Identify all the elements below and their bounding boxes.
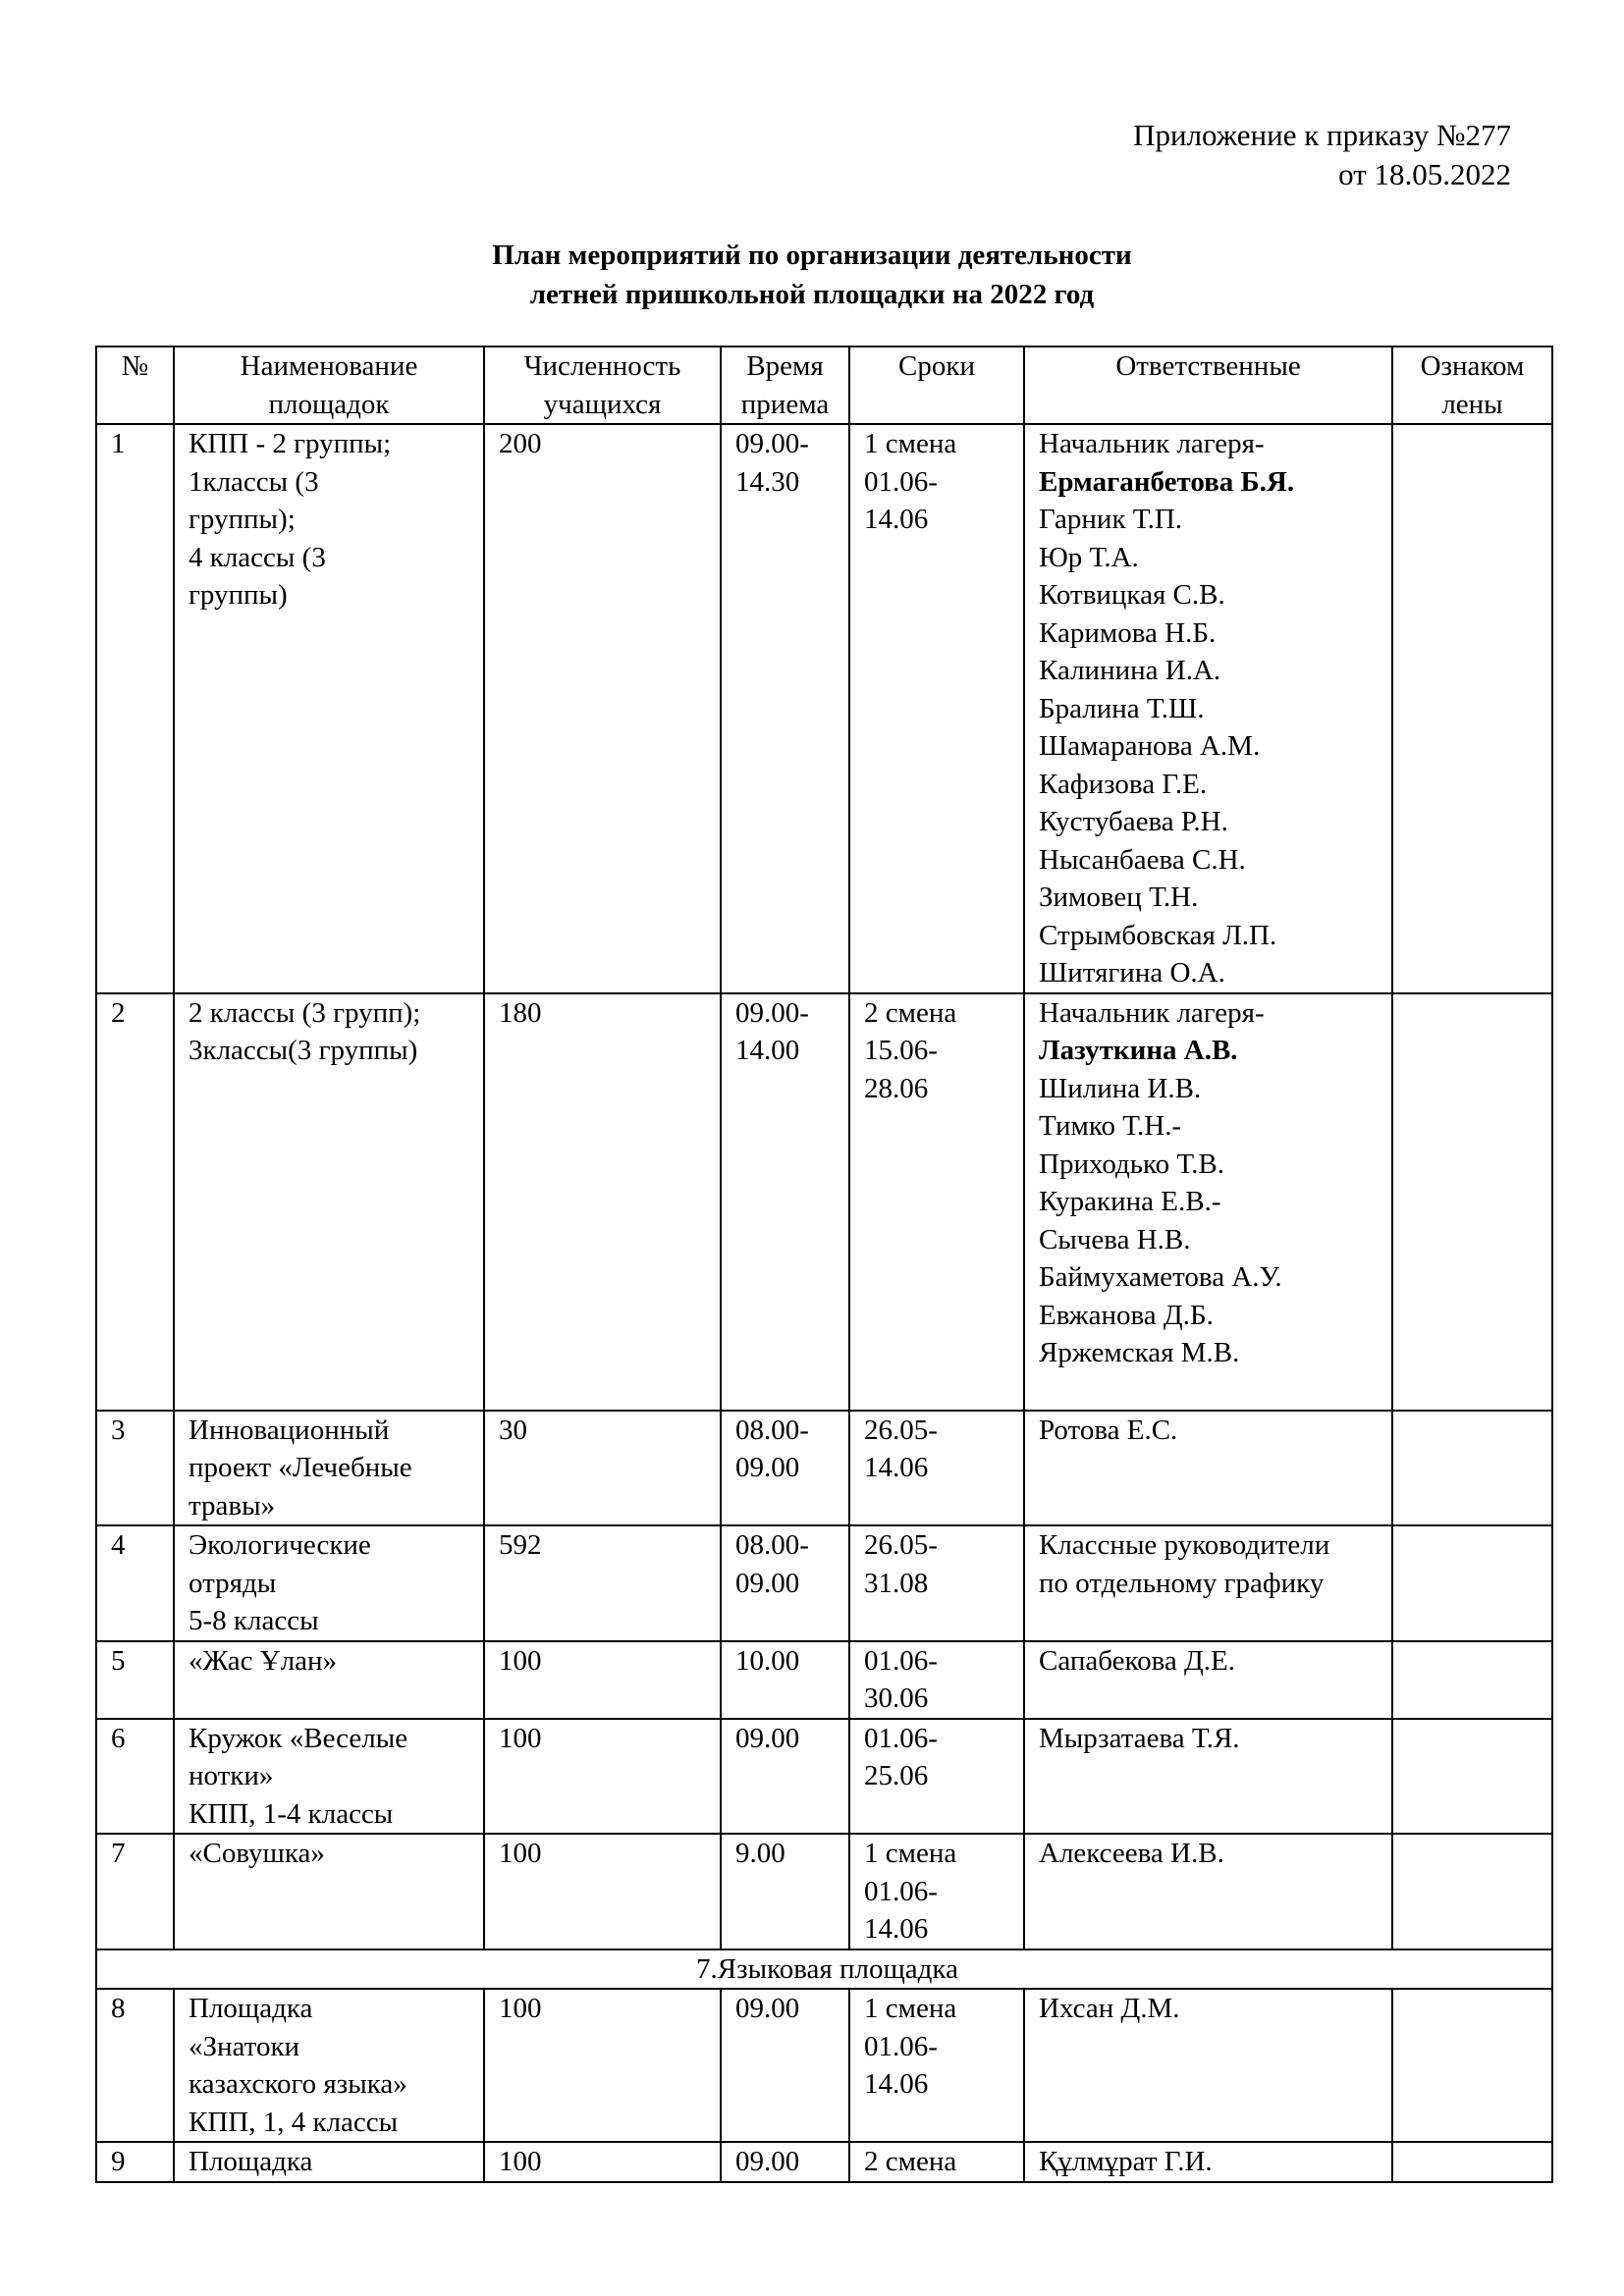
cell-time: 09.00 (721, 2142, 849, 2182)
cell-time: 09.00- 14.30 (721, 424, 849, 993)
header-acknowledged: Ознаком лены (1392, 347, 1552, 424)
cell-time: 08.00- 09.00 (721, 1411, 849, 1526)
cell-number: 7 (96, 1834, 174, 1949)
cell-acknowledged (1392, 1411, 1552, 1526)
cell-name: КПП - 2 группы; 1классы (3 группы); 4 классы (3 группы) (174, 424, 484, 993)
header-number: № (96, 347, 174, 424)
document-annex-note (1133, 116, 1511, 194)
cell-dates: 01.06- 30.06 (849, 1641, 1024, 1719)
cell-responsible: Классные руководители по отдельному графику (1024, 1525, 1392, 1641)
cell-name: Инновационный проект «Лечебные травы» (174, 1411, 484, 1526)
cell-number: 6 (96, 1719, 174, 1835)
cell-count: 592 (484, 1525, 721, 1641)
cell-responsible: Сапабекова Д.Е. (1024, 1641, 1392, 1719)
cell-time: 09.00- 14.00 (721, 993, 849, 1411)
cell-number: 3 (96, 1411, 174, 1526)
table-header-row (96, 347, 1552, 424)
cell-dates: 01.06- 25.06 (849, 1719, 1024, 1835)
cell-number: 1 (96, 424, 174, 993)
cell-responsible: Құлмұрат Г.И. (1024, 2142, 1392, 2182)
cell-time: 9.00 (721, 1834, 849, 1949)
title-line-1: План мероприятий по организации деятельности (492, 240, 1132, 271)
header-dates: Сроки (849, 347, 1024, 424)
cell-dates: 1 смена 01.06- 14.06 (849, 1834, 1024, 1949)
table-row (96, 1525, 1552, 1641)
cell-responsible: Ихсан Д.М. (1024, 1989, 1392, 2142)
table-row (96, 993, 1552, 1411)
cell-time: 08.00- 09.00 (721, 1525, 849, 1641)
cell-name: Экологические отряды 5-8 классы (174, 1525, 484, 1641)
cell-responsible: Ротова Е.С. (1024, 1411, 1392, 1526)
responsible-title: Начальник лагеря- (1039, 996, 1265, 1029)
table-row (96, 1834, 1552, 1949)
responsible-list: Гарник Т.П. Юр Т.А. Котвицкая С.В. Каримова Н.Б. Калинина И.А. Бралина Т.Ш. Шамаранова А.М. Кафизова Г.Е. Кустубаева Р.Н. Нысанбаева С.Н. Зимовец Т.Н. Стрымбовская Л.П. Шитягина О.А. (1039, 504, 1277, 988)
header-responsible: Ответственные (1024, 347, 1392, 424)
cell-responsible (1024, 993, 1392, 1411)
cell-count: 100 (484, 1719, 721, 1835)
responsible-list: Шилина И.В. Тимко Т.Н.- Приходько Т.В. Куракина Е.В.- Сычева Н.В. Баймухаметова А.У. Евжанова Д.Б. Яржемская М.В. (1039, 1072, 1282, 1368)
responsible-title: Начальник лагеря- (1039, 428, 1265, 459)
cell-time: 10.00 (721, 1641, 849, 1719)
header-name: Наименование площадок (174, 347, 484, 424)
header-time: Время приема (721, 347, 849, 424)
cell-number: 2 (96, 993, 174, 1411)
responsible-head: Ермаганбетова Б.Я. (1039, 465, 1295, 498)
section-row (96, 1949, 1552, 1990)
cell-acknowledged (1392, 1525, 1552, 1641)
cell-dates: 1 смена 01.06- 14.06 (849, 424, 1024, 993)
table-row (96, 1989, 1552, 2142)
cell-acknowledged (1392, 1719, 1552, 1835)
section-title: 7.Языковая площадка (96, 1949, 1552, 1990)
cell-name: «Жас Ұлан» (174, 1641, 484, 1719)
cell-number: 5 (96, 1641, 174, 1719)
responsible-head: Лазуткина А.В. (1039, 1035, 1238, 1066)
title-line-2: летней пришкольной площадки на 2022 год (529, 279, 1095, 310)
cell-number: 4 (96, 1525, 174, 1641)
cell-responsible: Мырзатаева Т.Я. (1024, 1719, 1392, 1835)
table-row (96, 2142, 1552, 2182)
cell-dates: 1 смена 01.06- 14.06 (849, 1989, 1024, 2142)
cell-time: 09.00 (721, 1719, 849, 1835)
cell-dates: 2 смена 15.06- 28.06 (849, 993, 1024, 1411)
cell-count: 100 (484, 1989, 721, 2142)
annex-line-order: Приложение к приказу №277 (1133, 118, 1511, 152)
cell-acknowledged (1392, 1834, 1552, 1949)
cell-number: 8 (96, 1989, 174, 2142)
cell-name: «Совушка» (174, 1834, 484, 1949)
cell-time: 09.00 (721, 1989, 849, 2142)
document-title (0, 236, 1624, 314)
cell-responsible (1024, 424, 1392, 993)
cell-dates: 26.05- 14.06 (849, 1411, 1024, 1526)
cell-acknowledged (1392, 2142, 1552, 2182)
cell-name: 2 классы (3 групп); 3классы(3 группы) (174, 993, 484, 1411)
cell-dates: 26.05- 31.08 (849, 1525, 1024, 1641)
table-row (96, 424, 1552, 993)
cell-acknowledged (1392, 424, 1552, 993)
plan-table (95, 346, 1553, 2183)
cell-acknowledged (1392, 1989, 1552, 2142)
cell-name: Площадка «Знатоки казахского языка» КПП, 1, 4 классы (174, 1989, 484, 2142)
table-row (96, 1641, 1552, 1719)
cell-count: 100 (484, 1641, 721, 1719)
cell-acknowledged (1392, 993, 1552, 1411)
cell-name: Площадка (174, 2142, 484, 2182)
cell-dates: 2 смена (849, 2142, 1024, 2182)
annex-line-date: от 18.05.2022 (1338, 157, 1511, 191)
cell-acknowledged (1392, 1641, 1552, 1719)
table-row (96, 1719, 1552, 1835)
cell-responsible: Алексеева И.В. (1024, 1834, 1392, 1949)
cell-name: Кружок «Веселые нотки» КПП, 1-4 классы (174, 1719, 484, 1835)
cell-count: 200 (484, 424, 721, 993)
cell-number: 9 (96, 2142, 174, 2182)
cell-count: 100 (484, 1834, 721, 1949)
cell-count: 100 (484, 2142, 721, 2182)
table-row (96, 1411, 1552, 1526)
cell-count: 30 (484, 1411, 721, 1526)
cell-count: 180 (484, 993, 721, 1411)
header-count: Численность учащихся (484, 347, 721, 424)
